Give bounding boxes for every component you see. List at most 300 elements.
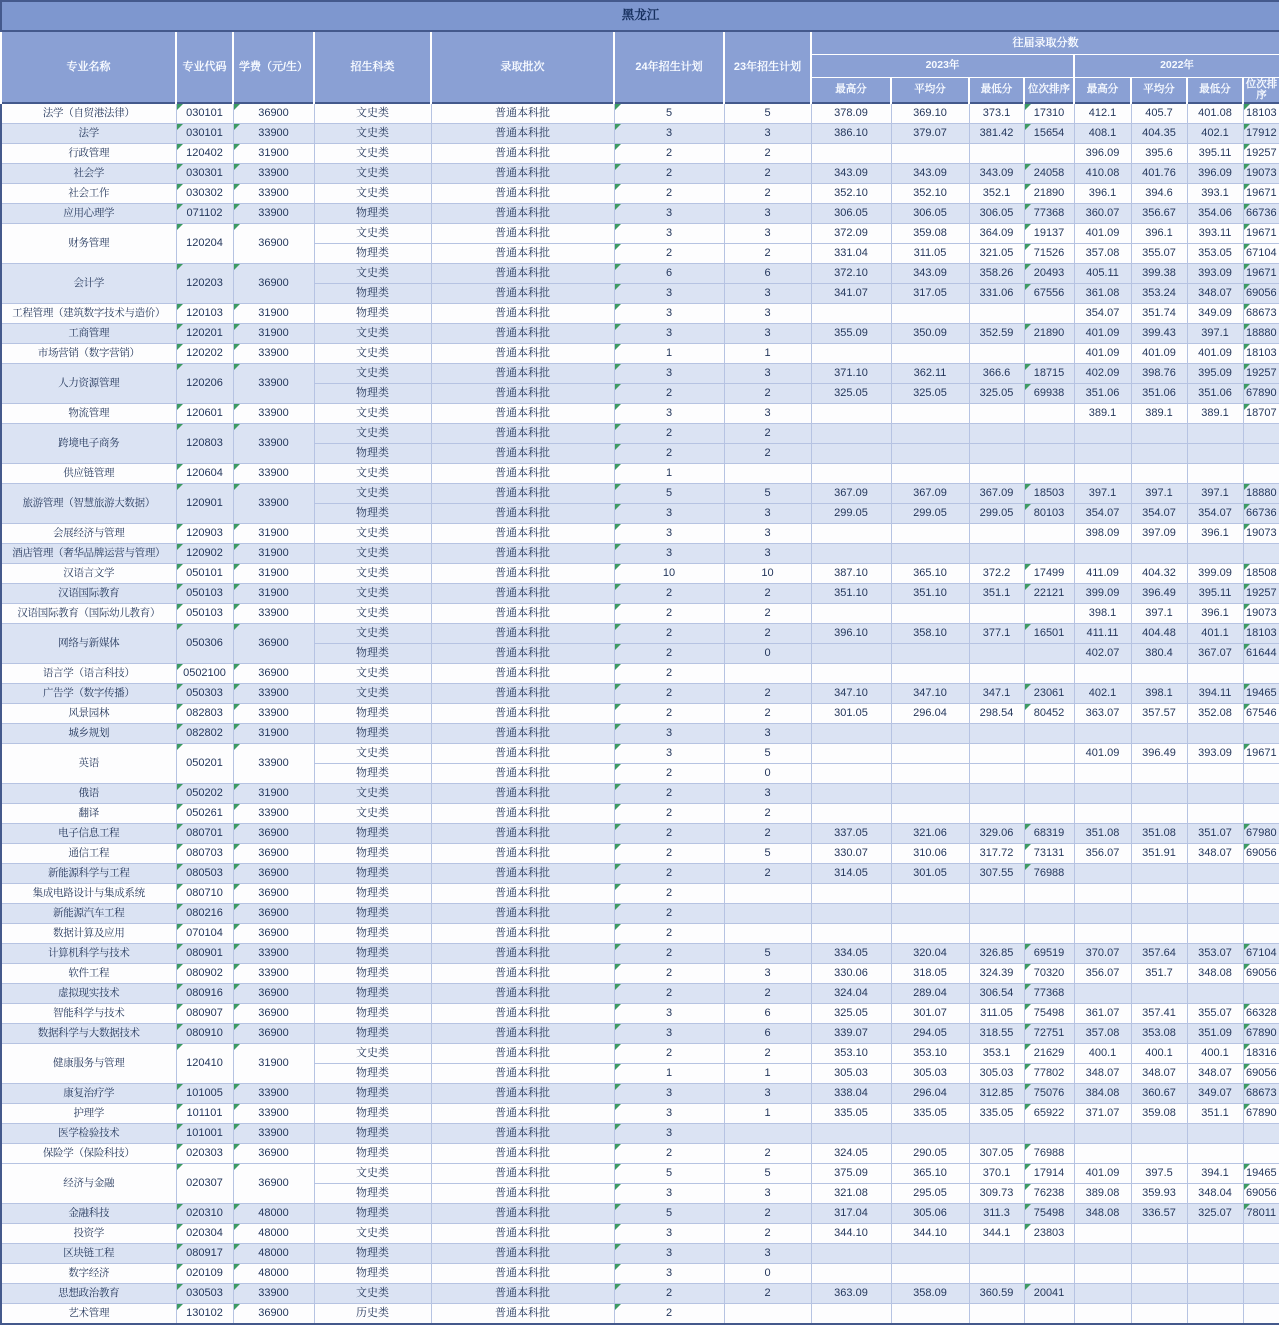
score-2022-max-cell: 410.08 bbox=[1074, 164, 1131, 184]
plan23-cell: 1 bbox=[724, 1104, 811, 1124]
category-cell: 文史类 bbox=[314, 144, 431, 164]
table-header bbox=[1, 1, 1279, 103]
score-2022-rank-cell bbox=[1243, 924, 1279, 944]
batch-cell: 普通本科批 bbox=[431, 124, 614, 144]
score-2023-avg-cell bbox=[891, 1124, 969, 1144]
fee-cell: 36900 bbox=[233, 884, 314, 904]
score-2023-rank-cell bbox=[1024, 744, 1074, 764]
score-2022-avg-cell: 395.6 bbox=[1131, 144, 1187, 164]
score-2023-rank-cell: 71526 bbox=[1024, 244, 1074, 264]
score-2023-max-cell: 338.04 bbox=[811, 1084, 891, 1104]
score-2022-max-cell bbox=[1074, 784, 1131, 804]
batch-cell: 普通本科批 bbox=[431, 384, 614, 404]
score-2022-min-cell: 401.1 bbox=[1187, 624, 1243, 644]
score-2023-min-cell: 307.05 bbox=[969, 1144, 1024, 1164]
plan23-cell: 3 bbox=[724, 304, 811, 324]
batch-cell: 普通本科批 bbox=[431, 1284, 614, 1304]
score-2023-min-cell: 377.1 bbox=[969, 624, 1024, 644]
fee-cell: 48000 bbox=[233, 1264, 314, 1284]
table-row bbox=[1, 1264, 1279, 1284]
score-2022-rank-cell: 66736 bbox=[1243, 504, 1279, 524]
major-cell: 供应链管理 bbox=[1, 464, 176, 484]
major-cell: 人力资源管理 bbox=[1, 364, 176, 404]
score-2023-avg-cell: 301.07 bbox=[891, 1004, 969, 1024]
score-2023-min-cell bbox=[969, 1124, 1024, 1144]
batch-cell: 普通本科批 bbox=[431, 1124, 614, 1144]
score-2022-min-cell: 393.1 bbox=[1187, 184, 1243, 204]
score-2022-min-cell bbox=[1187, 444, 1243, 464]
major-cell: 经济与金融 bbox=[1, 1164, 176, 1204]
score-2023-min-cell: 343.09 bbox=[969, 164, 1024, 184]
col-header-plan24: 24年招生计划 bbox=[614, 31, 724, 103]
code-cell: 080503 bbox=[176, 864, 233, 884]
score-2022-avg-cell: 401.76 bbox=[1131, 164, 1187, 184]
score-2023-rank-cell: 17499 bbox=[1024, 564, 1074, 584]
score-2023-rank-cell bbox=[1024, 404, 1074, 424]
plan24-cell: 3 bbox=[614, 1124, 724, 1144]
major-cell: 语言学（语言科技） bbox=[1, 664, 176, 684]
score-2022-rank-cell: 18880 bbox=[1243, 484, 1279, 504]
category-cell: 文史类 bbox=[314, 624, 431, 644]
score-2022-max-cell bbox=[1074, 544, 1131, 564]
plan23-cell: 2 bbox=[724, 704, 811, 724]
batch-cell: 普通本科批 bbox=[431, 1164, 614, 1184]
col-header-2023-min: 最低分 bbox=[969, 78, 1024, 104]
score-2022-avg-cell: 357.64 bbox=[1131, 944, 1187, 964]
score-2023-max-cell: 344.10 bbox=[811, 1224, 891, 1244]
plan24-cell: 2 bbox=[614, 584, 724, 604]
batch-cell: 普通本科批 bbox=[431, 964, 614, 984]
batch-cell: 普通本科批 bbox=[431, 984, 614, 1004]
major-cell: 健康服务与管理 bbox=[1, 1044, 176, 1084]
score-2022-avg-cell: 336.57 bbox=[1131, 1204, 1187, 1224]
major-cell: 广告学（数字传播） bbox=[1, 684, 176, 704]
batch-cell: 普通本科批 bbox=[431, 724, 614, 744]
score-2022-avg-cell: 351.08 bbox=[1131, 824, 1187, 844]
table-row bbox=[1, 124, 1279, 144]
code-cell: 080917 bbox=[176, 1244, 233, 1264]
major-cell: 数据计算及应用 bbox=[1, 924, 176, 944]
table-row bbox=[1, 164, 1279, 184]
score-2022-rank-cell: 19671 bbox=[1243, 744, 1279, 764]
code-cell: 071102 bbox=[176, 204, 233, 224]
major-cell: 思想政治教育 bbox=[1, 1284, 176, 1304]
score-2023-avg-cell: 369.10 bbox=[891, 103, 969, 124]
score-2022-max-cell: 401.09 bbox=[1074, 324, 1131, 344]
score-2023-avg-cell bbox=[891, 804, 969, 824]
score-2023-avg-cell: 294.05 bbox=[891, 1024, 969, 1044]
major-cell: 集成电路设计与集成系统 bbox=[1, 884, 176, 904]
batch-cell: 普通本科批 bbox=[431, 324, 614, 344]
plan23-cell: 2 bbox=[724, 1204, 811, 1224]
table-row bbox=[1, 1024, 1279, 1044]
major-cell: 旅游管理（智慧旅游大数据） bbox=[1, 484, 176, 524]
score-2023-avg-cell: 362.11 bbox=[891, 364, 969, 384]
code-cell: 120903 bbox=[176, 524, 233, 544]
score-2023-rank-cell: 19137 bbox=[1024, 224, 1074, 244]
col-header-fee: 学费（元/生） bbox=[233, 31, 314, 103]
category-cell: 文史类 bbox=[314, 1164, 431, 1184]
major-cell: 汉语国际教育（国际幼儿教育） bbox=[1, 604, 176, 624]
table-row bbox=[1, 1004, 1279, 1024]
table-row bbox=[1, 844, 1279, 864]
major-cell: 艺术管理 bbox=[1, 1304, 176, 1325]
table-row bbox=[1, 464, 1279, 484]
fee-cell: 31900 bbox=[233, 304, 314, 324]
score-2022-max-cell bbox=[1074, 924, 1131, 944]
code-cell: 030503 bbox=[176, 1284, 233, 1304]
score-2022-min-cell: 354.07 bbox=[1187, 504, 1243, 524]
score-2022-avg-cell: 389.1 bbox=[1131, 404, 1187, 424]
category-cell: 文史类 bbox=[314, 324, 431, 344]
category-cell: 文史类 bbox=[314, 344, 431, 364]
plan24-cell: 2 bbox=[614, 1044, 724, 1064]
score-2022-min-cell bbox=[1187, 424, 1243, 444]
plan23-cell: 3 bbox=[724, 364, 811, 384]
plan23-cell: 1 bbox=[724, 1064, 811, 1084]
plan24-cell: 2 bbox=[614, 784, 724, 804]
plan24-cell: 2 bbox=[614, 924, 724, 944]
score-2023-rank-cell bbox=[1024, 784, 1074, 804]
score-2023-max-cell bbox=[811, 664, 891, 684]
plan24-cell: 3 bbox=[614, 224, 724, 244]
score-2023-min-cell bbox=[969, 144, 1024, 164]
score-2023-rank-cell: 20493 bbox=[1024, 264, 1074, 284]
score-2022-min-cell: 348.08 bbox=[1187, 964, 1243, 984]
score-2023-rank-cell: 72751 bbox=[1024, 1024, 1074, 1044]
score-2023-rank-cell bbox=[1024, 1124, 1074, 1144]
code-cell: 120410 bbox=[176, 1044, 233, 1084]
plan23-cell: 2 bbox=[724, 584, 811, 604]
batch-cell: 普通本科批 bbox=[431, 864, 614, 884]
plan23-cell: 2 bbox=[724, 624, 811, 644]
category-cell: 物理类 bbox=[314, 984, 431, 1004]
plan24-cell: 3 bbox=[614, 544, 724, 564]
score-2023-min-cell bbox=[969, 664, 1024, 684]
score-2022-rank-cell: 17912 bbox=[1243, 124, 1279, 144]
code-cell: 050103 bbox=[176, 584, 233, 604]
score-2023-max-cell bbox=[811, 404, 891, 424]
score-2023-avg-cell bbox=[891, 604, 969, 624]
score-2023-avg-cell: 335.05 bbox=[891, 1104, 969, 1124]
plan24-cell: 5 bbox=[614, 1164, 724, 1184]
score-2023-rank-cell bbox=[1024, 804, 1074, 824]
plan23-cell: 3 bbox=[724, 224, 811, 244]
plan24-cell: 3 bbox=[614, 524, 724, 544]
score-2022-avg-cell: 351.7 bbox=[1131, 964, 1187, 984]
batch-cell: 普通本科批 bbox=[431, 764, 614, 784]
table-row bbox=[1, 364, 1279, 384]
plan24-cell: 2 bbox=[614, 184, 724, 204]
score-2022-rank-cell bbox=[1243, 764, 1279, 784]
major-cell: 社会学 bbox=[1, 164, 176, 184]
score-2022-max-cell: 400.1 bbox=[1074, 1044, 1131, 1064]
major-cell: 俄语 bbox=[1, 784, 176, 804]
code-cell: 050201 bbox=[176, 744, 233, 784]
score-2022-max-cell bbox=[1074, 984, 1131, 1004]
score-2023-rank-cell bbox=[1024, 924, 1074, 944]
major-cell: 智能科学与技术 bbox=[1, 1004, 176, 1024]
score-2023-avg-cell bbox=[891, 1264, 969, 1284]
score-2023-min-cell: 353.1 bbox=[969, 1044, 1024, 1064]
major-cell: 新能源汽车工程 bbox=[1, 904, 176, 924]
major-cell: 护理学 bbox=[1, 1104, 176, 1124]
batch-cell: 普通本科批 bbox=[431, 564, 614, 584]
batch-cell: 普通本科批 bbox=[431, 604, 614, 624]
plan23-cell: 2 bbox=[724, 824, 811, 844]
score-2023-max-cell: 301.05 bbox=[811, 704, 891, 724]
score-2022-avg-cell bbox=[1131, 784, 1187, 804]
score-2022-min-cell bbox=[1187, 784, 1243, 804]
score-2023-max-cell: 355.09 bbox=[811, 324, 891, 344]
score-2023-min-cell: 347.1 bbox=[969, 684, 1024, 704]
score-2022-avg-cell: 353.24 bbox=[1131, 284, 1187, 304]
fee-cell: 31900 bbox=[233, 1044, 314, 1084]
score-2022-avg-cell: 405.7 bbox=[1131, 103, 1187, 124]
score-2023-min-cell bbox=[969, 804, 1024, 824]
category-cell: 文史类 bbox=[314, 264, 431, 284]
plan23-cell: 1 bbox=[724, 344, 811, 364]
table-body bbox=[1, 103, 1279, 1324]
score-2023-min-cell: 352.1 bbox=[969, 184, 1024, 204]
code-cell: 120203 bbox=[176, 264, 233, 304]
code-cell: 080703 bbox=[176, 844, 233, 864]
batch-cell: 普通本科批 bbox=[431, 684, 614, 704]
score-2022-min-cell: 402.1 bbox=[1187, 124, 1243, 144]
score-2022-rank-cell: 19671 bbox=[1243, 264, 1279, 284]
score-2023-min-cell bbox=[969, 744, 1024, 764]
score-2023-rank-cell: 75498 bbox=[1024, 1204, 1074, 1224]
score-2023-min-cell bbox=[969, 904, 1024, 924]
fee-cell: 36900 bbox=[233, 844, 314, 864]
score-2023-max-cell: 330.06 bbox=[811, 964, 891, 984]
score-2023-avg-cell: 343.09 bbox=[891, 264, 969, 284]
score-2023-avg-cell bbox=[891, 404, 969, 424]
score-2023-max-cell: 352.10 bbox=[811, 184, 891, 204]
plan23-cell: 3 bbox=[724, 544, 811, 564]
score-2022-rank-cell: 18707 bbox=[1243, 404, 1279, 424]
score-2023-max-cell: 324.04 bbox=[811, 984, 891, 1004]
score-2022-avg-cell bbox=[1131, 864, 1187, 884]
category-cell: 物理类 bbox=[314, 904, 431, 924]
major-cell: 电子信息工程 bbox=[1, 824, 176, 844]
plan23-cell: 6 bbox=[724, 1024, 811, 1044]
fee-cell: 33900 bbox=[233, 464, 314, 484]
score-2023-avg-cell bbox=[891, 744, 969, 764]
plan23-cell: 10 bbox=[724, 564, 811, 584]
score-2022-avg-cell bbox=[1131, 1244, 1187, 1264]
score-2023-rank-cell: 16501 bbox=[1024, 624, 1074, 644]
score-2023-rank-cell: 68319 bbox=[1024, 824, 1074, 844]
score-2022-min-cell: 396.1 bbox=[1187, 604, 1243, 624]
score-2022-avg-cell bbox=[1131, 1144, 1187, 1164]
province-title: 黑龙江 bbox=[1, 1, 1279, 31]
plan24-cell: 1 bbox=[614, 1064, 724, 1084]
category-cell: 文史类 bbox=[314, 484, 431, 504]
plan24-cell: 2 bbox=[614, 1304, 724, 1325]
score-2022-max-cell: 370.07 bbox=[1074, 944, 1131, 964]
table-row bbox=[1, 1124, 1279, 1144]
score-2023-rank-cell: 18715 bbox=[1024, 364, 1074, 384]
major-cell: 通信工程 bbox=[1, 844, 176, 864]
batch-cell: 普通本科批 bbox=[431, 804, 614, 824]
code-cell: 120204 bbox=[176, 224, 233, 264]
score-2023-min-cell: 344.1 bbox=[969, 1224, 1024, 1244]
category-cell: 物理类 bbox=[314, 284, 431, 304]
score-2022-min-cell bbox=[1187, 1124, 1243, 1144]
fee-cell: 36900 bbox=[233, 824, 314, 844]
score-2022-avg-cell: 404.35 bbox=[1131, 124, 1187, 144]
batch-cell: 普通本科批 bbox=[431, 184, 614, 204]
plan23-cell: 3 bbox=[724, 964, 811, 984]
score-2022-avg-cell bbox=[1131, 424, 1187, 444]
score-2023-rank-cell: 70320 bbox=[1024, 964, 1074, 984]
score-2023-max-cell: 337.05 bbox=[811, 824, 891, 844]
batch-cell: 普通本科批 bbox=[431, 424, 614, 444]
col-header-2023-rank: 位次排序 bbox=[1024, 78, 1074, 104]
plan23-cell: 2 bbox=[724, 424, 811, 444]
table-row bbox=[1, 344, 1279, 364]
score-2023-min-cell: 329.06 bbox=[969, 824, 1024, 844]
plan23-cell: 5 bbox=[724, 103, 811, 124]
plan23-cell: 5 bbox=[724, 744, 811, 764]
score-2023-avg-cell: 301.05 bbox=[891, 864, 969, 884]
plan23-cell: 2 bbox=[724, 244, 811, 264]
score-2023-min-cell: 324.39 bbox=[969, 964, 1024, 984]
score-2023-avg-cell: 347.10 bbox=[891, 684, 969, 704]
code-cell: 080216 bbox=[176, 904, 233, 924]
score-2022-rank-cell bbox=[1243, 424, 1279, 444]
score-2023-min-cell: 299.05 bbox=[969, 504, 1024, 524]
score-2022-max-cell: 401.09 bbox=[1074, 344, 1131, 364]
plan24-cell: 2 bbox=[614, 1284, 724, 1304]
plan23-cell: 3 bbox=[724, 204, 811, 224]
category-cell: 物理类 bbox=[314, 924, 431, 944]
score-2022-max-cell: 408.1 bbox=[1074, 124, 1131, 144]
score-2023-min-cell: 364.09 bbox=[969, 224, 1024, 244]
score-2022-min-cell bbox=[1187, 664, 1243, 684]
score-2022-rank-cell: 19257 bbox=[1243, 144, 1279, 164]
score-2022-max-cell bbox=[1074, 1144, 1131, 1164]
score-2022-rank-cell: 68673 bbox=[1243, 304, 1279, 324]
plan23-cell bbox=[724, 884, 811, 904]
plan24-cell: 3 bbox=[614, 124, 724, 144]
score-2022-max-cell: 389.08 bbox=[1074, 1184, 1131, 1204]
plan23-cell: 5 bbox=[724, 844, 811, 864]
plan24-cell: 2 bbox=[614, 864, 724, 884]
plan24-cell: 2 bbox=[614, 664, 724, 684]
batch-cell: 普通本科批 bbox=[431, 103, 614, 124]
score-2023-rank-cell: 20041 bbox=[1024, 1284, 1074, 1304]
score-2023-min-cell: 367.09 bbox=[969, 484, 1024, 504]
score-2022-avg-cell: 394.6 bbox=[1131, 184, 1187, 204]
col-header-year-2023: 2023年 bbox=[811, 55, 1074, 78]
score-2023-max-cell bbox=[811, 644, 891, 664]
fee-cell: 33900 bbox=[233, 744, 314, 784]
col-header-year-2022: 2022年 bbox=[1074, 55, 1279, 78]
score-2023-min-cell bbox=[969, 524, 1024, 544]
score-2023-rank-cell: 22121 bbox=[1024, 584, 1074, 604]
col-header-plan23: 23年招生计划 bbox=[724, 31, 811, 103]
score-2023-avg-cell: 290.05 bbox=[891, 1144, 969, 1164]
table-row bbox=[1, 624, 1279, 644]
score-2022-min-cell: 348.07 bbox=[1187, 284, 1243, 304]
score-2023-max-cell: 341.07 bbox=[811, 284, 891, 304]
score-2023-max-cell bbox=[811, 764, 891, 784]
score-2022-max-cell: 401.09 bbox=[1074, 744, 1131, 764]
score-2023-rank-cell bbox=[1024, 1264, 1074, 1284]
fee-cell: 36900 bbox=[233, 1004, 314, 1024]
score-2022-rank-cell: 67104 bbox=[1243, 244, 1279, 264]
score-2023-rank-cell: 77368 bbox=[1024, 984, 1074, 1004]
score-2023-max-cell bbox=[811, 344, 891, 364]
major-cell: 跨境电子商务 bbox=[1, 424, 176, 464]
table-row bbox=[1, 1084, 1279, 1104]
fee-cell: 31900 bbox=[233, 544, 314, 564]
score-2023-avg-cell: 310.06 bbox=[891, 844, 969, 864]
batch-cell: 普通本科批 bbox=[431, 504, 614, 524]
score-2022-rank-cell bbox=[1243, 1244, 1279, 1264]
batch-cell: 普通本科批 bbox=[431, 364, 614, 384]
score-2023-rank-cell bbox=[1024, 724, 1074, 744]
major-cell: 英语 bbox=[1, 744, 176, 784]
score-2023-avg-cell: 296.04 bbox=[891, 704, 969, 724]
major-cell: 汉语国际教育 bbox=[1, 584, 176, 604]
plan24-cell: 3 bbox=[614, 1184, 724, 1204]
fee-cell: 33900 bbox=[233, 704, 314, 724]
plan23-cell: 5 bbox=[724, 484, 811, 504]
score-2022-rank-cell bbox=[1243, 1144, 1279, 1164]
plan24-cell: 3 bbox=[614, 1104, 724, 1124]
score-2023-rank-cell bbox=[1024, 524, 1074, 544]
fee-cell: 36900 bbox=[233, 984, 314, 1004]
score-2022-avg-cell: 396.49 bbox=[1131, 584, 1187, 604]
plan24-cell: 2 bbox=[614, 644, 724, 664]
plan23-cell: 3 bbox=[724, 124, 811, 144]
fee-cell: 31900 bbox=[233, 524, 314, 544]
score-2023-avg-cell bbox=[891, 304, 969, 324]
score-2022-avg-cell bbox=[1131, 724, 1187, 744]
score-2022-min-cell bbox=[1187, 1224, 1243, 1244]
major-cell: 投资学 bbox=[1, 1224, 176, 1244]
score-2022-min-cell bbox=[1187, 864, 1243, 884]
category-cell: 历史类 bbox=[314, 1304, 431, 1325]
score-2022-avg-cell: 396.49 bbox=[1131, 744, 1187, 764]
score-2023-rank-cell bbox=[1024, 344, 1074, 364]
score-2023-avg-cell: 325.05 bbox=[891, 384, 969, 404]
plan24-cell: 2 bbox=[614, 704, 724, 724]
fee-cell: 33900 bbox=[233, 184, 314, 204]
score-2022-rank-cell bbox=[1243, 1224, 1279, 1244]
score-2023-min-cell: 366.6 bbox=[969, 364, 1024, 384]
fee-cell: 31900 bbox=[233, 784, 314, 804]
score-2023-avg-cell: 305.03 bbox=[891, 1064, 969, 1084]
table-row bbox=[1, 424, 1279, 444]
category-cell: 物理类 bbox=[314, 1264, 431, 1284]
score-2023-avg-cell bbox=[891, 724, 969, 744]
score-2023-avg-cell: 289.04 bbox=[891, 984, 969, 1004]
plan24-cell: 5 bbox=[614, 103, 724, 124]
category-cell: 物理类 bbox=[314, 764, 431, 784]
score-2023-rank-cell bbox=[1024, 664, 1074, 684]
code-cell: 120902 bbox=[176, 544, 233, 564]
table-row bbox=[1, 584, 1279, 604]
score-2023-max-cell: 371.10 bbox=[811, 364, 891, 384]
batch-cell: 普通本科批 bbox=[431, 584, 614, 604]
fee-cell: 33900 bbox=[233, 404, 314, 424]
major-cell: 工程管理（建筑数字技术与造价） bbox=[1, 304, 176, 324]
score-2022-min-cell bbox=[1187, 1264, 1243, 1284]
